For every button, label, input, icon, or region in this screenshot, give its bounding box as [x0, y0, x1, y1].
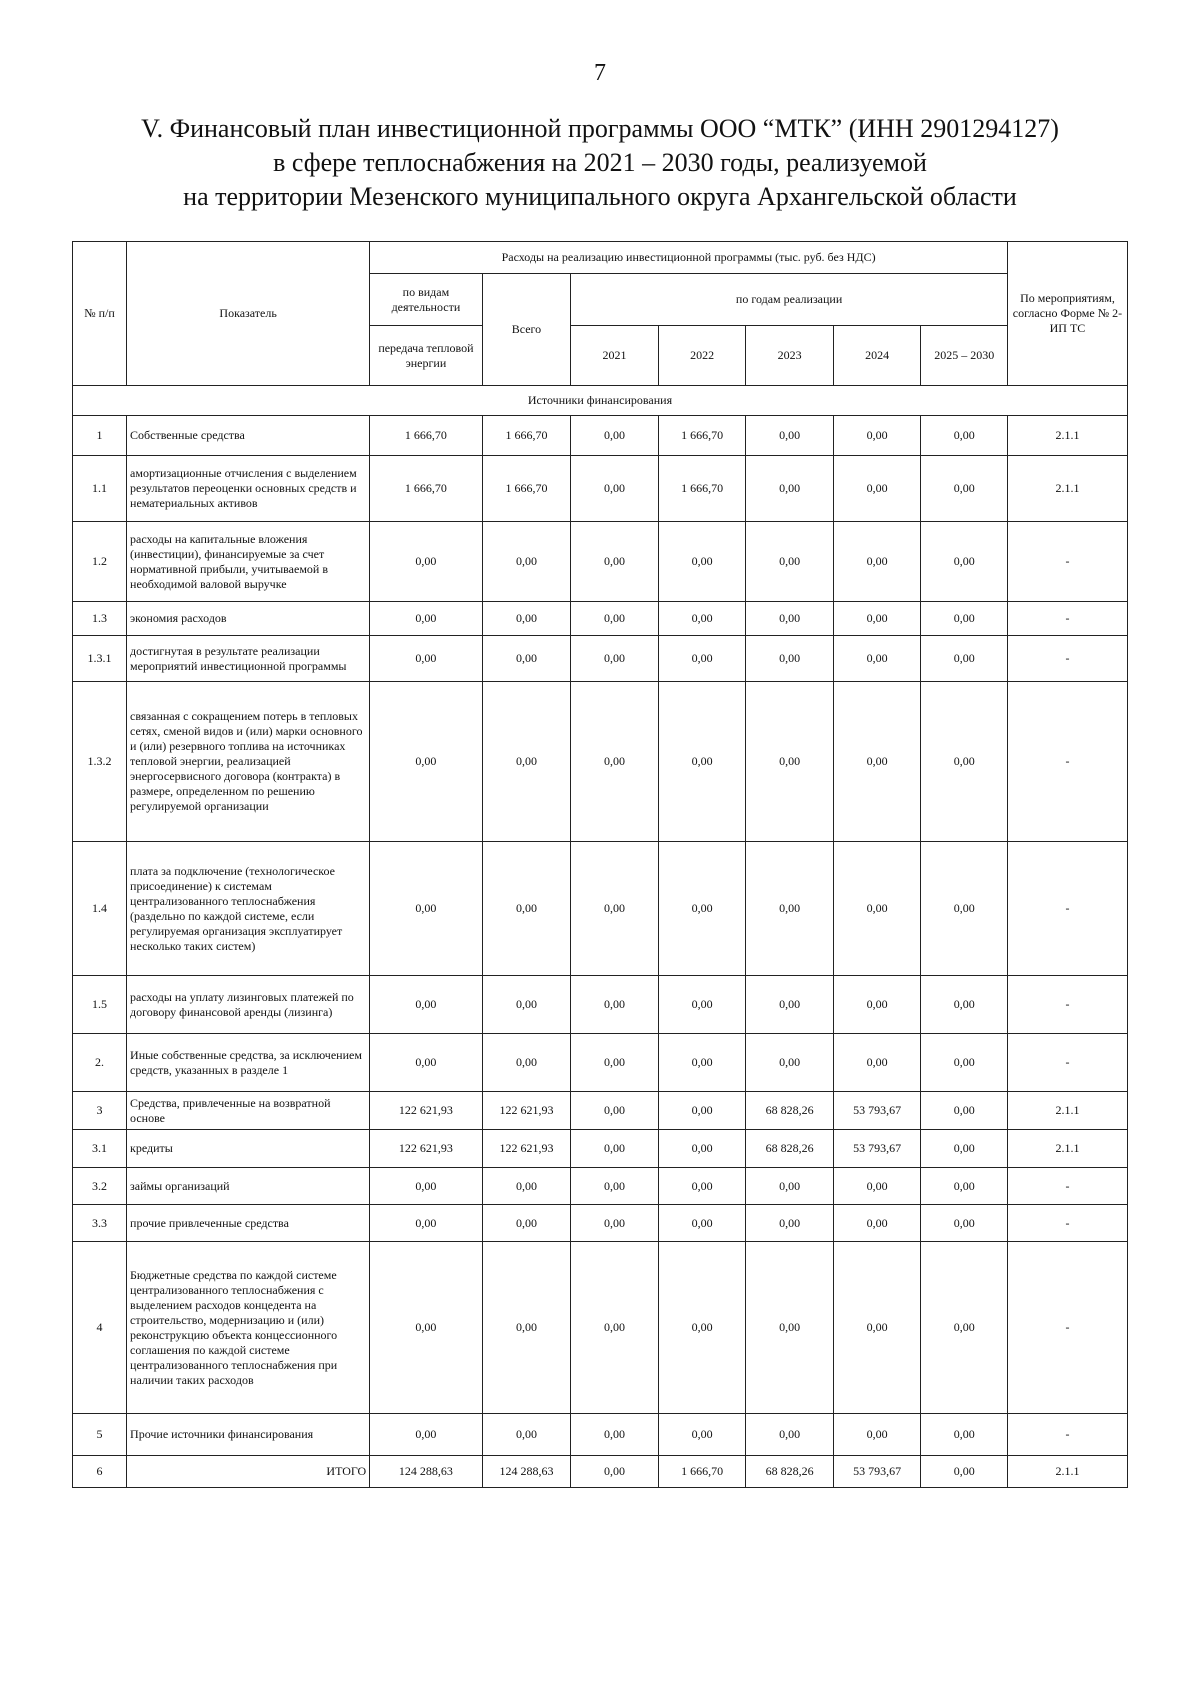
- row-transfer: 122 621,93: [370, 1130, 482, 1168]
- row-measure-ref: -: [1007, 1205, 1127, 1242]
- row-number: 1.3.2: [73, 682, 127, 842]
- row-2021: 0,00: [571, 1168, 659, 1205]
- table-row: [73, 682, 1128, 842]
- row-2023: 0,00: [746, 522, 834, 602]
- row-measure-ref: 2.1.1: [1007, 456, 1127, 522]
- row-indicator: связанная с сокращением потерь в тепловых сетях, сменой видов и (или) марки основного и (или) резервного топлива на источниках тепловой энергии, реализацией энергосервисного договора (контракта) в размере, определенном по решению регулируемой организации: [127, 682, 370, 842]
- header-year: 2022: [658, 326, 746, 386]
- row-2025-2030: 0,00: [921, 456, 1008, 522]
- row-transfer: 1 666,70: [370, 456, 482, 522]
- row-2022: 1 666,70: [658, 416, 746, 456]
- row-2025-2030: 0,00: [921, 522, 1008, 602]
- row-transfer: 0,00: [370, 1242, 482, 1414]
- row-2022: 0,00: [658, 682, 746, 842]
- header-by-years: по годам реализации: [571, 274, 1008, 326]
- row-total: 0,00: [482, 1242, 571, 1414]
- table-header: [73, 242, 1128, 386]
- header-year: 2023: [746, 326, 834, 386]
- row-2024: 0,00: [833, 1205, 921, 1242]
- row-total: 124 288,63: [482, 1456, 571, 1488]
- row-2023: 0,00: [746, 842, 834, 976]
- header-transfer: передача тепловой энергии: [370, 326, 482, 386]
- row-indicator: ИТОГО: [127, 1456, 370, 1488]
- row-2025-2030: 0,00: [921, 682, 1008, 842]
- row-2025-2030: 0,00: [921, 1092, 1008, 1130]
- row-2024: 0,00: [833, 1414, 921, 1456]
- row-2024: 0,00: [833, 416, 921, 456]
- row-2021: 0,00: [571, 1034, 659, 1092]
- row-2021: 0,00: [571, 1092, 659, 1130]
- header-year: 2024: [833, 326, 921, 386]
- table-row: [73, 976, 1128, 1034]
- table-row: [73, 1168, 1128, 1205]
- row-2025-2030: 0,00: [921, 602, 1008, 636]
- row-indicator: экономия расходов: [127, 602, 370, 636]
- row-transfer: 0,00: [370, 842, 482, 976]
- row-2024: 0,00: [833, 682, 921, 842]
- row-2021: 0,00: [571, 1205, 659, 1242]
- row-indicator: Собственные средства: [127, 416, 370, 456]
- row-2021: 0,00: [571, 842, 659, 976]
- row-indicator: кредиты: [127, 1130, 370, 1168]
- row-2024: 0,00: [833, 456, 921, 522]
- row-measure-ref: 2.1.1: [1007, 1456, 1127, 1488]
- row-number: 4: [73, 1242, 127, 1414]
- row-2021: 0,00: [571, 522, 659, 602]
- row-2021: 0,00: [571, 1130, 659, 1168]
- table-row: [73, 842, 1128, 976]
- row-2022: 0,00: [658, 522, 746, 602]
- row-indicator: достигнутая в результате реализации мероприятий инвестиционной программы: [127, 636, 370, 682]
- row-number: 3: [73, 1092, 127, 1130]
- row-measure-ref: -: [1007, 522, 1127, 602]
- row-number: 5: [73, 1414, 127, 1456]
- row-2021: 0,00: [571, 636, 659, 682]
- row-transfer: 0,00: [370, 602, 482, 636]
- row-number: 1.4: [73, 842, 127, 976]
- row-2023: 0,00: [746, 976, 834, 1034]
- row-2023: 0,00: [746, 1168, 834, 1205]
- row-total: 0,00: [482, 976, 571, 1034]
- row-2024: 0,00: [833, 602, 921, 636]
- row-2025-2030: 0,00: [921, 1168, 1008, 1205]
- row-number: 1: [73, 416, 127, 456]
- row-indicator: Средства, привлеченные на возвратной основе: [127, 1092, 370, 1130]
- row-measure-ref: -: [1007, 1034, 1127, 1092]
- row-2023: 68 828,26: [746, 1092, 834, 1130]
- row-transfer: 0,00: [370, 1034, 482, 1092]
- header-year: 2025 – 2030: [921, 326, 1008, 386]
- row-2024: 53 793,67: [833, 1092, 921, 1130]
- header-indicator: Показатель: [127, 242, 370, 386]
- row-number: 3.2: [73, 1168, 127, 1205]
- row-total: 1 666,70: [482, 456, 571, 522]
- row-2022: 0,00: [658, 1414, 746, 1456]
- row-total: 0,00: [482, 842, 571, 976]
- section-row: [73, 386, 1128, 416]
- row-measure-ref: -: [1007, 636, 1127, 682]
- row-transfer: 0,00: [370, 1414, 482, 1456]
- row-measure-ref: -: [1007, 602, 1127, 636]
- row-transfer: 0,00: [370, 976, 482, 1034]
- document-title: [60, 112, 1140, 214]
- row-2021: 0,00: [571, 682, 659, 842]
- row-total: 0,00: [482, 602, 571, 636]
- row-2022: 0,00: [658, 976, 746, 1034]
- table-row: [73, 602, 1128, 636]
- row-total: 0,00: [482, 522, 571, 602]
- row-indicator: амортизационные отчисления с выделением результатов переоценки основных средств и нематериальных активов: [127, 456, 370, 522]
- row-transfer: 0,00: [370, 682, 482, 842]
- row-2023: 0,00: [746, 636, 834, 682]
- row-transfer: 0,00: [370, 1205, 482, 1242]
- row-measure-ref: -: [1007, 1168, 1127, 1205]
- row-2025-2030: 0,00: [921, 976, 1008, 1034]
- row-indicator: прочие привлеченные средства: [127, 1205, 370, 1242]
- row-indicator: Бюджетные средства по каждой системе централизованного теплоснабжения с выделением расходов концедента на строительство, модернизацию и (или) реконструкцию объекта концессионного соглашения по каждой системе централизованного теплоснабжения при наличии таких расходов: [127, 1242, 370, 1414]
- row-2025-2030: 0,00: [921, 1034, 1008, 1092]
- row-2023: 0,00: [746, 1242, 834, 1414]
- row-number: 1.1: [73, 456, 127, 522]
- row-total: 0,00: [482, 1205, 571, 1242]
- row-total: 0,00: [482, 1168, 571, 1205]
- row-2024: 53 793,67: [833, 1130, 921, 1168]
- row-2021: 0,00: [571, 456, 659, 522]
- row-2025-2030: 0,00: [921, 1242, 1008, 1414]
- row-2025-2030: 0,00: [921, 1130, 1008, 1168]
- row-number: 1.3.1: [73, 636, 127, 682]
- row-indicator: Иные собственные средства, за исключением средств, указанных в разделе 1: [127, 1034, 370, 1092]
- table-row: [73, 1130, 1128, 1168]
- row-2023: 0,00: [746, 456, 834, 522]
- row-measure-ref: -: [1007, 976, 1127, 1034]
- row-number: 3.1: [73, 1130, 127, 1168]
- row-transfer: 124 288,63: [370, 1456, 482, 1488]
- table-row: [73, 416, 1128, 456]
- row-2023: 0,00: [746, 1034, 834, 1092]
- row-2025-2030: 0,00: [921, 416, 1008, 456]
- table-body: [73, 386, 1128, 1488]
- row-2024: 53 793,67: [833, 1456, 921, 1488]
- row-2023: 0,00: [746, 416, 834, 456]
- table-row: [73, 1456, 1128, 1488]
- row-2022: 0,00: [658, 1034, 746, 1092]
- row-2025-2030: 0,00: [921, 1414, 1008, 1456]
- table-row: [73, 1034, 1128, 1092]
- row-transfer: 1 666,70: [370, 416, 482, 456]
- row-transfer: 122 621,93: [370, 1092, 482, 1130]
- row-2024: 0,00: [833, 976, 921, 1034]
- table-row: [73, 1205, 1128, 1242]
- row-2022: 0,00: [658, 842, 746, 976]
- table-row: [73, 522, 1128, 602]
- row-2022: 0,00: [658, 1130, 746, 1168]
- page-number: 7: [594, 60, 606, 86]
- row-number: 1.2: [73, 522, 127, 602]
- row-measure-ref: -: [1007, 842, 1127, 976]
- row-2021: 0,00: [571, 976, 659, 1034]
- row-total: 122 621,93: [482, 1092, 571, 1130]
- row-2021: 0,00: [571, 416, 659, 456]
- header-no: № п/п: [73, 242, 127, 386]
- table-row: [73, 1092, 1128, 1130]
- table-row: [73, 636, 1128, 682]
- row-total: 1 666,70: [482, 416, 571, 456]
- row-2022: 0,00: [658, 636, 746, 682]
- row-indicator: расходы на капитальные вложения (инвестиции), финансируемые за счет нормативной прибыли, учитываемой в необходимой валовой выручке: [127, 522, 370, 602]
- row-2023: 0,00: [746, 682, 834, 842]
- row-2024: 0,00: [833, 636, 921, 682]
- header-total: Всего: [482, 274, 571, 386]
- row-total: 0,00: [482, 682, 571, 842]
- row-2023: 68 828,26: [746, 1130, 834, 1168]
- row-total: 0,00: [482, 1414, 571, 1456]
- row-2022: 0,00: [658, 1205, 746, 1242]
- row-measure-ref: -: [1007, 682, 1127, 842]
- row-total: 0,00: [482, 636, 571, 682]
- row-measure-ref: 2.1.1: [1007, 1092, 1127, 1130]
- row-2021: 0,00: [571, 1456, 659, 1488]
- row-measure-ref: 2.1.1: [1007, 416, 1127, 456]
- header-year: 2021: [571, 326, 659, 386]
- row-2023: 0,00: [746, 602, 834, 636]
- row-2022: 0,00: [658, 1168, 746, 1205]
- row-2025-2030: 0,00: [921, 1456, 1008, 1488]
- row-2024: 0,00: [833, 1034, 921, 1092]
- header-by-measures: По мероприятиям, согласно Форме № 2-ИП ТС: [1007, 242, 1127, 386]
- row-total: 122 621,93: [482, 1130, 571, 1168]
- row-2023: 68 828,26: [746, 1456, 834, 1488]
- row-transfer: 0,00: [370, 636, 482, 682]
- row-number: 2.: [73, 1034, 127, 1092]
- row-2025-2030: 0,00: [921, 1205, 1008, 1242]
- header-by-activity: по видам деятельности: [370, 274, 482, 326]
- row-2022: 0,00: [658, 602, 746, 636]
- table-row: [73, 1242, 1128, 1414]
- row-2021: 0,00: [571, 1242, 659, 1414]
- row-indicator: расходы на уплату лизинговых платежей по договору финансовой аренды (лизинга): [127, 976, 370, 1034]
- row-2024: 0,00: [833, 522, 921, 602]
- row-2024: 0,00: [833, 1242, 921, 1414]
- table-row: [73, 1414, 1128, 1456]
- row-2023: 0,00: [746, 1414, 834, 1456]
- row-total: 0,00: [482, 1034, 571, 1092]
- row-2021: 0,00: [571, 1414, 659, 1456]
- row-2022: 1 666,70: [658, 456, 746, 522]
- row-indicator: займы организаций: [127, 1168, 370, 1205]
- row-transfer: 0,00: [370, 1168, 482, 1205]
- row-2025-2030: 0,00: [921, 842, 1008, 976]
- header-expenses: Расходы на реализацию инвестиционной программы (тыс. руб. без НДС): [370, 242, 1008, 274]
- row-2024: 0,00: [833, 842, 921, 976]
- row-2021: 0,00: [571, 602, 659, 636]
- section-title: Источники финансирования: [73, 386, 1128, 416]
- title-line-1: V. Финансовый план инвестиционной программы ООО “МТК” (ИНН 2901294127): [141, 114, 1059, 143]
- row-indicator: Прочие источники финансирования: [127, 1414, 370, 1456]
- row-number: 3.3: [73, 1205, 127, 1242]
- financial-plan-table: [72, 241, 1128, 1488]
- row-2023: 0,00: [746, 1205, 834, 1242]
- row-2022: 0,00: [658, 1242, 746, 1414]
- row-2022: 0,00: [658, 1092, 746, 1130]
- row-2024: 0,00: [833, 1168, 921, 1205]
- title-line-3: на территории Мезенского муниципального округа Архангельской области: [183, 182, 1017, 211]
- row-measure-ref: -: [1007, 1242, 1127, 1414]
- row-indicator: плата за подключение (технологическое присоединение) к системам централизованного теплоснабжения (раздельно по каждой системе, если регулируемая организация эксплуатирует несколько таких систем): [127, 842, 370, 976]
- row-transfer: 0,00: [370, 522, 482, 602]
- row-measure-ref: -: [1007, 1414, 1127, 1456]
- table-row: [73, 456, 1128, 522]
- title-line-2: в сфере теплоснабжения на 2021 – 2030 годы, реализуемой: [273, 148, 927, 177]
- row-number: 1.5: [73, 976, 127, 1034]
- row-2022: 1 666,70: [658, 1456, 746, 1488]
- row-2025-2030: 0,00: [921, 636, 1008, 682]
- row-measure-ref: 2.1.1: [1007, 1130, 1127, 1168]
- row-number: 6: [73, 1456, 127, 1488]
- row-number: 1.3: [73, 602, 127, 636]
